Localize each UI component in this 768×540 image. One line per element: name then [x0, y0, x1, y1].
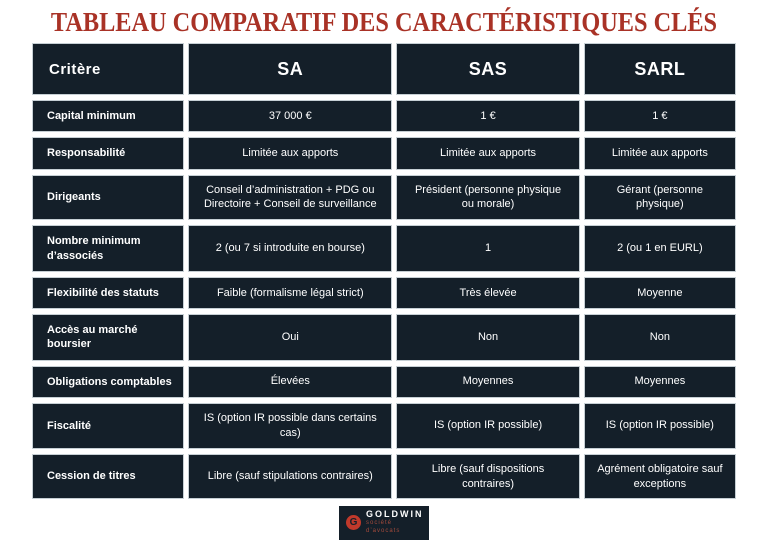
- comparison-table: [28, 38, 740, 504]
- row-value: 37 000 €: [188, 100, 392, 132]
- row-value: Moyennes: [584, 366, 736, 398]
- row-value: Gérant (personne physique): [584, 175, 736, 221]
- row-value: 1 €: [584, 100, 736, 132]
- row-value: Non: [584, 314, 736, 361]
- header-sa: SA: [188, 43, 392, 95]
- row-label: Responsabilité: [32, 137, 184, 169]
- row-value: Limitée aux apports: [396, 137, 579, 169]
- row-value: Moyennes: [396, 366, 579, 398]
- row-label: Fiscalité: [32, 403, 184, 449]
- row-value: Limitée aux apports: [584, 137, 736, 169]
- page-title: TABLEAU COMPARATIF DES CARACTÉRISTIQUES CLÉS: [50, 7, 718, 37]
- header-critere: Critère: [32, 43, 184, 95]
- row-label: Nombre minimum d’associés: [32, 225, 184, 272]
- row-value: Très élevée: [396, 277, 579, 309]
- row-label: Cession de titres: [32, 454, 184, 500]
- table-row: [32, 314, 736, 361]
- row-value: Oui: [188, 314, 392, 361]
- row-value: 2 (ou 7 si introduite en bourse): [188, 225, 392, 272]
- row-label: Flexibilité des statuts: [32, 277, 184, 309]
- table-header-row: [32, 43, 736, 95]
- row-label: Dirigeants: [32, 175, 184, 221]
- row-value: IS (option IR possible): [584, 403, 736, 449]
- row-value: 1 €: [396, 100, 579, 132]
- row-value: Élevées: [188, 366, 392, 398]
- row-value: Président (personne physique ou morale): [396, 175, 579, 221]
- table-row: [32, 137, 736, 169]
- row-value: Libre (sauf stipulations contraires): [188, 454, 392, 500]
- goldwin-g-icon: G: [346, 515, 361, 530]
- row-value: Conseil d’administration + PDG ou Directoire + Conseil de surveillance: [188, 175, 392, 221]
- row-value: 1: [396, 225, 579, 272]
- row-value: Libre (sauf dispositions contraires): [396, 454, 579, 500]
- row-value: Moyenne: [584, 277, 736, 309]
- table-row: [32, 100, 736, 132]
- brand-tagline: société d’avocats: [366, 520, 401, 534]
- row-value: Limitée aux apports: [188, 137, 392, 169]
- row-label: Obligations comptables: [32, 366, 184, 398]
- table-row: [32, 175, 736, 221]
- brand-name: GOLDWIN: [366, 509, 424, 520]
- row-value: Faible (formalisme légal strict): [188, 277, 392, 309]
- table-row: [32, 225, 736, 272]
- row-value: Agrément obligatoire sauf exceptions: [584, 454, 736, 500]
- header-sarl: SARL: [584, 43, 736, 95]
- table-row: [32, 403, 736, 449]
- table-row: [32, 366, 736, 398]
- table-row: [32, 454, 736, 500]
- row-label: Capital minimum: [32, 100, 184, 132]
- row-value: IS (option IR possible dans certains cas): [188, 403, 392, 449]
- header-sas: SAS: [396, 43, 579, 95]
- table-row: [32, 277, 736, 309]
- row-label: Accès au marché boursier: [32, 314, 184, 361]
- table-body: [32, 100, 736, 499]
- goldwin-logo-text: [366, 510, 424, 534]
- row-value: Non: [396, 314, 579, 361]
- row-value: IS (option IR possible): [396, 403, 579, 449]
- goldwin-logo: [339, 506, 429, 539]
- row-value: 2 (ou 1 en EURL): [584, 225, 736, 272]
